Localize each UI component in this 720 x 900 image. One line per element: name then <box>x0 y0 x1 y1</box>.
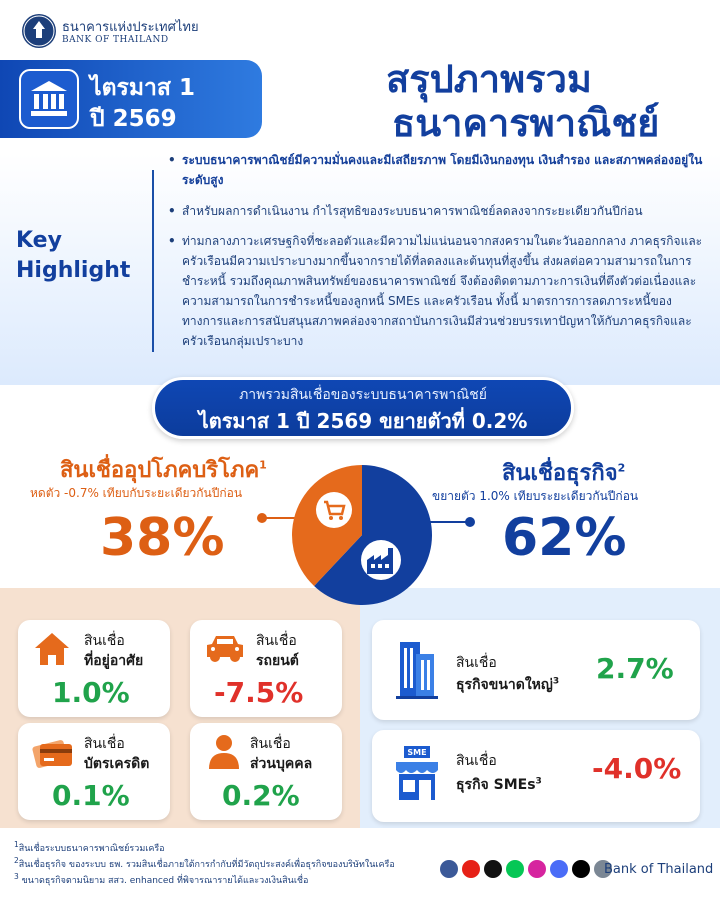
credit-card-loan-card <box>18 723 170 820</box>
personal-loan-card <box>190 723 342 820</box>
bot-logo-icon <box>22 14 56 48</box>
shopping-cart-icon <box>316 492 352 528</box>
key-highlight-label-2: Highlight <box>16 258 131 283</box>
credit-card-icon <box>32 735 76 773</box>
tiktok-icon[interactable] <box>572 860 590 878</box>
building-icon <box>394 636 440 704</box>
org-name-th: ธนาคารแห่งประเทศไทย <box>62 20 199 35</box>
large-business-loan-growth: 2.7% <box>596 652 674 685</box>
footnote-number: 3 <box>14 872 19 881</box>
car-icon <box>204 632 246 670</box>
footnote-marker: 3 <box>535 776 542 787</box>
facebook-icon[interactable] <box>440 860 458 878</box>
page-title-line1: สรุปภาพรวม <box>386 57 592 101</box>
year-label: ปี 2569 <box>90 106 177 132</box>
footnote-text: สินเชื่อธุรกิจ ของระบบ ธพ. รวมสินเชื่อภายใต้การกำกับที่มีวัตถุประสงค์เพื่อธุรกิจของบริษัทในเครือ <box>18 860 395 870</box>
card-label-wrap <box>456 674 559 696</box>
org-name-en: BANK OF THAILAND <box>62 35 169 45</box>
loan-share-pie <box>291 464 433 606</box>
instagram-icon[interactable] <box>528 860 546 878</box>
card-label: ธุรกิจขนาดใหญ่ <box>456 677 553 693</box>
consumer-loan-title <box>60 452 267 487</box>
house-icon <box>32 630 72 672</box>
page-title-line2: ธนาคารพาณิชย์ <box>392 101 660 145</box>
key-highlight-label: Key <box>16 228 62 253</box>
banner-subtitle: ภาพรวมสินเชื่อของระบบธนาคารพาณิชย์ <box>239 387 487 403</box>
sme-loan-growth: -4.0% <box>592 752 682 785</box>
card-label: ธุรกิจ SMEs <box>456 777 536 793</box>
x-icon[interactable] <box>484 860 502 878</box>
youtube-icon[interactable] <box>462 860 480 878</box>
card-label: ส่วนบุคคล <box>250 756 313 772</box>
highlight-text: • ระบบธนาคารพาณิชย์มีความมั่นคงและมีเสถียรภาพ โดยมีเงินกองทุน เงินสำรอง และสภาพคล่องอยู่ในระดับสูง <box>182 153 703 187</box>
footnote-marker: 2 <box>617 461 626 475</box>
footer-brand: Bank of Thailand <box>604 862 714 877</box>
svg-text:SME: SME <box>407 748 427 757</box>
business-loan-title-text: สินเชื่อธุรกิจ <box>502 461 618 486</box>
card-label: สินเชื่อ <box>456 753 497 769</box>
credit-card-loan-growth: 0.1% <box>52 779 130 812</box>
highlight-bullet <box>168 231 708 351</box>
large-business-loan-card <box>372 620 700 720</box>
footnote-text: ขนาดธุรกิจตามนิยาม สสว. enhanced ที่พิจารณารายได้และวงเงินสินเชื่อ <box>18 876 309 886</box>
banner-headline: ไตรมาส 1 ปี 2569 ขยายตัวที่ 0.2% <box>198 409 528 433</box>
person-icon <box>206 733 242 775</box>
bank-icon <box>18 68 80 130</box>
consumer-loan-title-text: สินเชื่ออุปโภคบริโภค <box>60 458 260 483</box>
card-label: รถยนต์ <box>256 653 299 669</box>
footnote-number: 2 <box>14 856 19 865</box>
footnote <box>14 840 165 855</box>
footnote-marker: 3 <box>552 676 560 687</box>
consumer-loan-growth: หดตัว -0.7% เทียบกับระยะเดียวกันปีก่อน <box>30 486 243 500</box>
quarter-label: ไตรมาส 1 <box>90 75 195 101</box>
footnote-text: สินเชื่อระบบธนาคารพาณิชย์รวมเครือ <box>18 844 165 854</box>
blockdit-icon[interactable] <box>550 860 568 878</box>
auto-loan-growth: -7.5% <box>214 676 304 709</box>
highlight-text: • สำหรับผลการดำเนินงาน กำไรสุทธิของระบบธนาคารพาณิชย์ลดลงจากระยะเดียวกันปีก่อน <box>182 204 643 218</box>
personal-loan-growth: 0.2% <box>222 779 300 812</box>
business-loan-title <box>502 455 625 490</box>
factory-icon <box>361 540 401 580</box>
business-loan-growth: ขยายตัว 1.0% เทียบระยะเดียวกันปีก่อน <box>432 489 639 503</box>
connector-dot <box>465 517 475 527</box>
card-label-wrap <box>456 774 542 796</box>
footnote <box>14 872 308 887</box>
card-label: สินเชื่อ <box>250 736 291 752</box>
consumer-loan-share: 38% <box>100 508 225 568</box>
connector-dot <box>257 513 267 523</box>
footnote-marker: 1 <box>259 458 267 472</box>
footnote <box>14 856 395 871</box>
footnote-number: 1 <box>14 840 19 849</box>
highlight-bullet <box>168 150 708 190</box>
highlight-text: • ท่ามกลางภาวะเศรษฐกิจที่ชะลอตัวและมีความไม่แน่นอนจากสงครามในตะวันออกกลาง ภาคธุรกิจและครัวเรือนมีความเปราะบางมากขึ้นจากรายได้ที่ลดลงและต้นทุนที่สูงขึ้น ส่งผลต่อความสามารถในการชำระหนี้ รวมถึงคุณภาพสินทรัพย์ของธนาคารพาณิชย์ จึงต้องติดตามภาวะการเงินที่ตึงตัวต่อเนื่องและความสามารถในการชำระหนี้ของลูกหนี้ SMEs และครัวเรือน ทั้งนี้ มาตรการการลดภาระหนี้ของทางการและการสนับสนุนสภาพคล่องจากสถาบันการเงินมีส่วนช่วยบรรเทาปัญหาให้กับภาคธุรกิจและครัวเรือนกลุ่มเปราะบาง <box>182 234 703 348</box>
divider <box>152 170 154 352</box>
sme-loan-card <box>372 730 700 822</box>
card-label: สินเชื่อ <box>84 633 125 649</box>
housing-loan-card <box>18 620 170 717</box>
social-links <box>440 860 612 880</box>
line-icon[interactable] <box>506 860 524 878</box>
highlight-bullet <box>168 201 708 221</box>
housing-loan-growth: 1.0% <box>52 676 130 709</box>
card-label: สินเชื่อ <box>84 736 125 752</box>
card-label: สินเชื่อ <box>256 633 297 649</box>
card-label: บัตรเครดิต <box>84 756 150 772</box>
card-label: ที่อยู่อาศัย <box>84 653 144 669</box>
business-loan-share: 62% <box>502 508 627 568</box>
sme-shop-icon <box>394 746 440 808</box>
card-label: สินเชื่อ <box>456 655 497 671</box>
auto-loan-card <box>190 620 342 717</box>
